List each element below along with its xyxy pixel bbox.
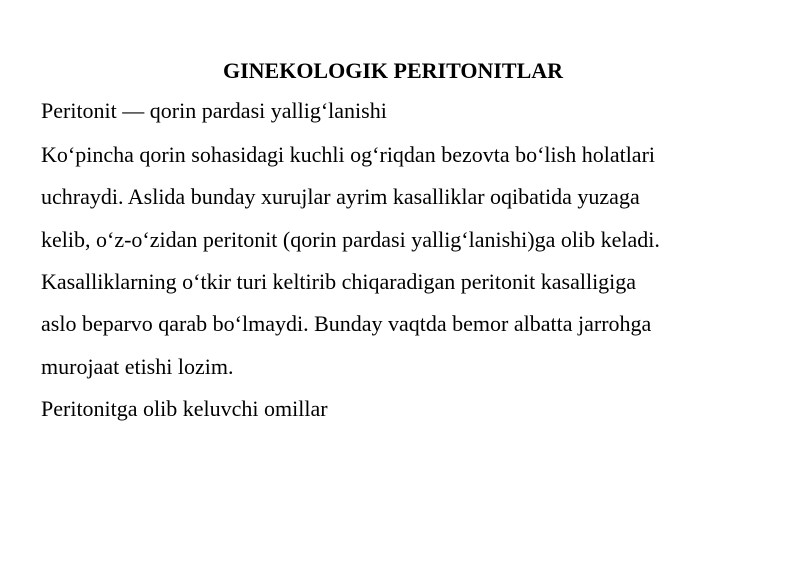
paragraph-line: Ko‘pincha qorin sohasidagi kuchli og‘riqdan bezovta bo‘lish holatlari xyxy=(41,142,656,167)
paragraph-line: aslo beparvo qarab bo‘lmaydi. Bunday vaqtda bemor albatta jarrohga xyxy=(41,311,652,336)
document-title: GINEKOLOGIK PERITONITLAR xyxy=(222,58,564,83)
definition-line: Peritonit — qorin pardasi yallig‘lanishi xyxy=(41,98,387,123)
section-heading: Peritonitga olib keluvchi omillar xyxy=(41,396,328,421)
paragraph-line: Kasalliklarning o‘tkir turi keltirib chiqaradigan peritonit kasalligiga xyxy=(41,269,637,294)
paragraph-line: uchraydi. Aslida bunday xurujlar ayrim kasalliklar oqibatida yuzaga xyxy=(41,184,640,209)
paragraph-line: kelib, o‘z-o‘zidan peritonit (qorin pardasi yallig‘lanishi)ga olib keladi. xyxy=(41,227,660,252)
paragraph-line: murojaat etishi lozim. xyxy=(41,354,234,379)
